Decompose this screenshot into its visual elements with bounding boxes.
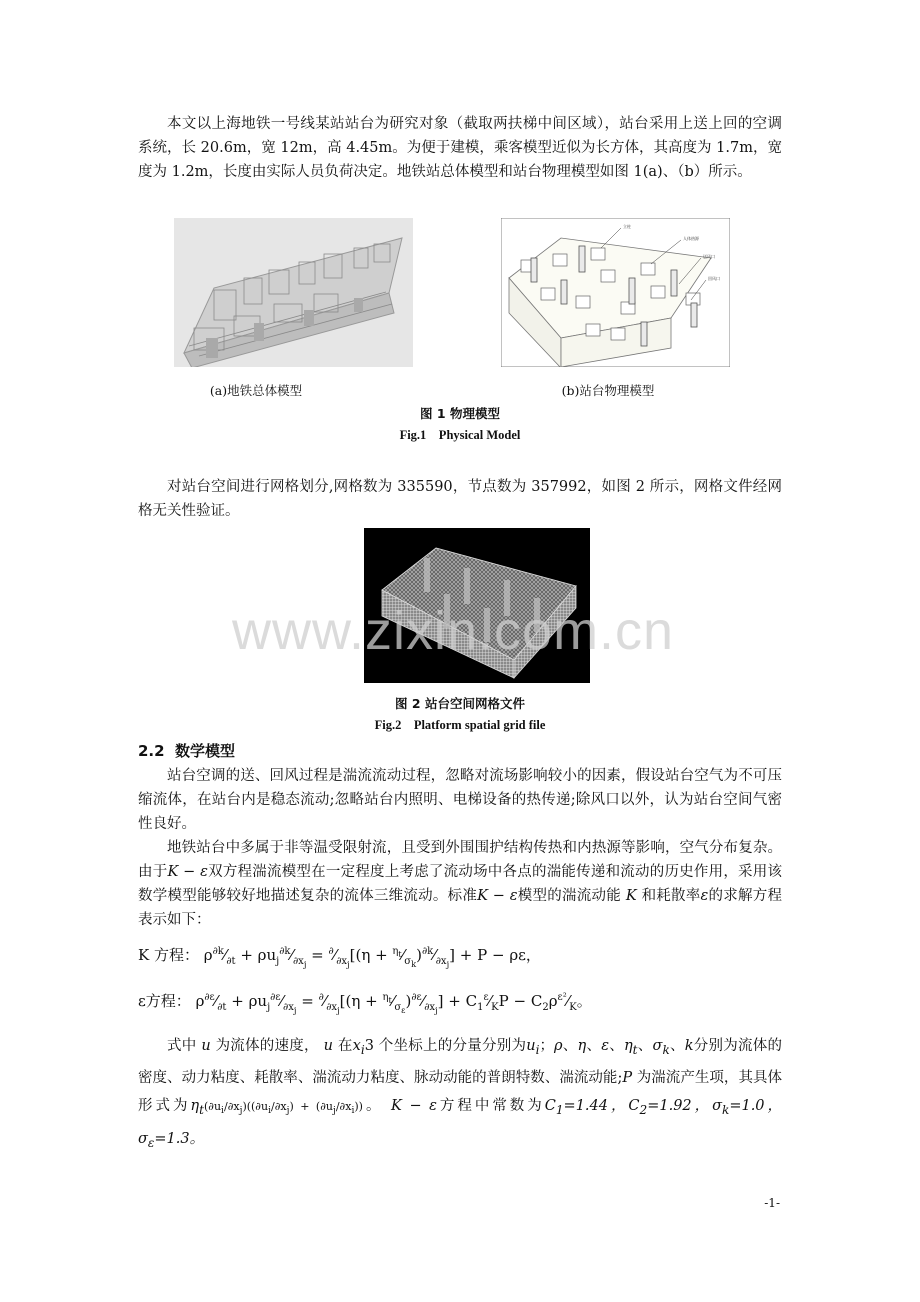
vars-text-d: 3 个坐标上的分量分别为 [364,1038,527,1054]
model-text-d: 和耗散率 [641,888,701,904]
figure2-caption-en: Fig.2 Platform spatial grid file [374,718,546,732]
label-pillar: 立柱 [623,224,631,229]
const-c1: =1.44， [563,1097,629,1114]
model-text-a: 地铁站台中多属于非等温受限射流，且受到外围围护结构传热和内热源等影响，空气分布复杂。由于 [138,840,782,880]
label-heat-source: 人体热源 [683,236,699,241]
intro-paragraph: 本文以上海地铁一号线某站站台为研究对象（截取两扶梯中间区域），站台采用上送上回的空调系统，长 20.6m，宽 12m，高 4.45m。为便于建模，乘客模型近似为长方体，其高度为 1.7m，宽度为 1.2m，长度由实际人员负荷决定。地铁站总体模型和站台物理模型如图 1(a)、（b）所示。 [138,116,782,180]
figure1a-image [174,218,413,367]
figure1b-caption: (b)站台物理模型 [561,383,655,398]
const-c2: =1.92， [647,1097,713,1114]
variables-paragraph: 式中 u 为流体的速度， u 在$x_i3$ 个坐标上的分量分别为$u_i$；ρ、η、ε、$\eta_t$、$\sigma_k$、k分别为流体的密度、动力粘度、耗散率、湍流动力粘度、脉动动能的普朗特数、湍流动能;P 为湍流产生项，其具体形式为$\eta_t(\partial u_i/\partial x_j)((\partial u_i/\partial x_j) + (\partial u_j/\partial x_i))$。 K − ε方程中常数为$C_1=1.44$，$C_2=1.92$，$\sigma_k=1.0$，$\sigma_\varepsilon=1.3$。 [138,1038,783,1150]
model-text-e: 的求解方程表示如下： [138,888,783,928]
figure2-caption-cn: 图 2 站台空间网格文件 [395,696,525,711]
assumption-paragraph: 站台空调的送、回风过程是湍流流动过程，忽略对流场影响较小的因素，假设站台空气为不可压缩流体，在站台内是稳态流动;忽略站台内照明、电梯设备的热传递;除风口以外，认为站台空间气密性良好。 [138,768,782,832]
vars-text-g: 方程中常数为 [436,1097,545,1114]
label-return-vent: 回风口 [708,276,720,281]
vars-text-b: 为流体的速度， [215,1038,319,1054]
figure1b-image [501,218,730,367]
figure1a-caption: (a)地铁总体模型 [209,383,303,398]
k-equation: K 方程： $\rho^{\partial k}⁄_{\partial t}$ + $\rho u_j^{\partial k}⁄_{\partial x_j}$ = $^\partial⁄_{\partial x_j}[(\eta$ + $^{\eta_t}⁄_{\sigma_k})^{\partial k}⁄_{\partial x_j}] + P - \rho\varepsilon$， [138,946,541,969]
section-title: 2.2 数学模型 [138,742,236,760]
figure1-caption-cn: 图 1 物理模型 [420,406,500,421]
const-se: =1.3。 [154,1131,205,1148]
const-sk: =1.0， [729,1097,783,1114]
vars-text-e: 分别为流体的密度、动力粘度、耗散率、湍流动力粘度、脉动动能的普朗特数、湍流动能; [138,1038,783,1086]
vars-text-f: 为湍流产生项，其具体形式为 [138,1069,783,1114]
page-number: -1- [764,1196,780,1210]
mesh-paragraph: 对站台空间进行网格划分,网格数为 335590，节点数为 357992，如图 2 所示，网格文件经网格无关性验证。 [138,479,782,519]
k-equation-label: K 方程： [138,946,199,964]
label-supply-vent: 送风口 [703,254,715,259]
model-text-c: 模型的湍流动能 [517,888,621,904]
epsilon-equation: ε方程： $\rho^{\partial\varepsilon}⁄_{\partial t}$ + $\rho u_j^{\partial\varepsilon}⁄_{\partial x_j}$ = $^\partial⁄_{\partial x_j}[(\eta$ + $^{\eta_t}⁄_{\sigma_\varepsilon})^{\partial\varepsilon}⁄_{\partial x_j}$] + $C_1^\varepsilon⁄_KP$ − $C_2\rho^{\varepsilon^2}⁄_K$。 [138,992,592,1015]
figure2-image [364,528,590,683]
vars-text-a: 式中 [167,1038,197,1054]
watermark: www.zixin.com.cn [232,601,675,661]
model-text-b: 双方程湍流模型在一定程度上考虑了流动场中各点的湍能传递和流动的历史作用，采用该数学模型能够较好地描述复杂的流体三维流动。标准 [138,864,783,904]
vars-text-c: 在 [337,1038,353,1054]
epsilon-equation-label: ε方程： [138,992,191,1010]
model-paragraph: 地铁站台中多属于非等温受限射流，且受到外围围护结构传热和内热源等影响，空气分布复杂。由于K − ε双方程湍流模型在一定程度上考虑了流动场中各点的湍能传递和流动的历史作用，采用该数学模型能够较好地描述复杂的流体三维流动。标准K − ε模型的湍流动能 K 和耗散率ε的求解方程表示如下： [138,840,783,928]
figure1-caption-en: Fig.1 Physical Model [399,428,521,442]
